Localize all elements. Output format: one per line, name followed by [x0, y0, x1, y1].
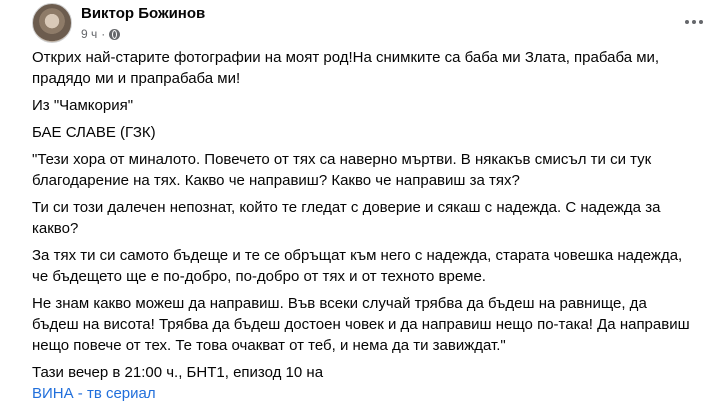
- post-time[interactable]: 9 ч: [81, 27, 98, 41]
- post-paragraph: БАЕ СЛАВЕ (ГЗК): [32, 124, 156, 141]
- meta-separator: ·: [101, 27, 106, 41]
- post-paragraph: За тях ти си самото бъдеще и те се обръщат към него с надежда, старата човешка надежда, че бъдещето ще е по-добро, по-добро от тях и от техното време.: [32, 247, 683, 285]
- post-paragraph: Не знам какво можеш да направиш. Във всеки случай трябва да бъдеш на равнище, да бъдеш на висота! Трябва да бъдеш достоен човек и да направиш нещо по-така! Да направиш нещо повече от тех. Те това очакват от теб, и нема да ти завиждат.": [32, 295, 690, 354]
- post-header: [32, 3, 692, 45]
- post-paragraph: Тази вечер в 21:00 ч., БНТ1, епизод 10 на: [32, 364, 324, 381]
- series-link[interactable]: ВИНА - тв сериал: [32, 385, 156, 402]
- post-meta: [81, 27, 120, 41]
- globe-icon[interactable]: [109, 29, 120, 40]
- more-options-icon[interactable]: [682, 12, 706, 32]
- more-dot: [699, 20, 703, 24]
- more-dot: [685, 20, 689, 24]
- avatar[interactable]: [32, 3, 72, 43]
- more-dot: [692, 20, 696, 24]
- post-body: [32, 47, 692, 404]
- post-paragraph: Ти си този далечен непознат, който те гледат с доверие и сякаш с надежда. С надежда за какво?: [32, 199, 661, 237]
- author-name[interactable]: Виктор Божинов: [81, 5, 206, 22]
- post-paragraph: Открих най-старите фотографии на моят род!На снимките са баба ми Злата, прабаба ми, прадядо ми и прапрабаба ми!: [32, 49, 660, 87]
- post-paragraph: "Тези хора от миналото. Повечето от тях са наверно мъртви. В някакъв смисъл ти си тук благодарение на тях. Какво че направиш? Какво че направиш за тях?: [32, 151, 652, 189]
- post-paragraph: Из "Чамкория": [32, 97, 134, 114]
